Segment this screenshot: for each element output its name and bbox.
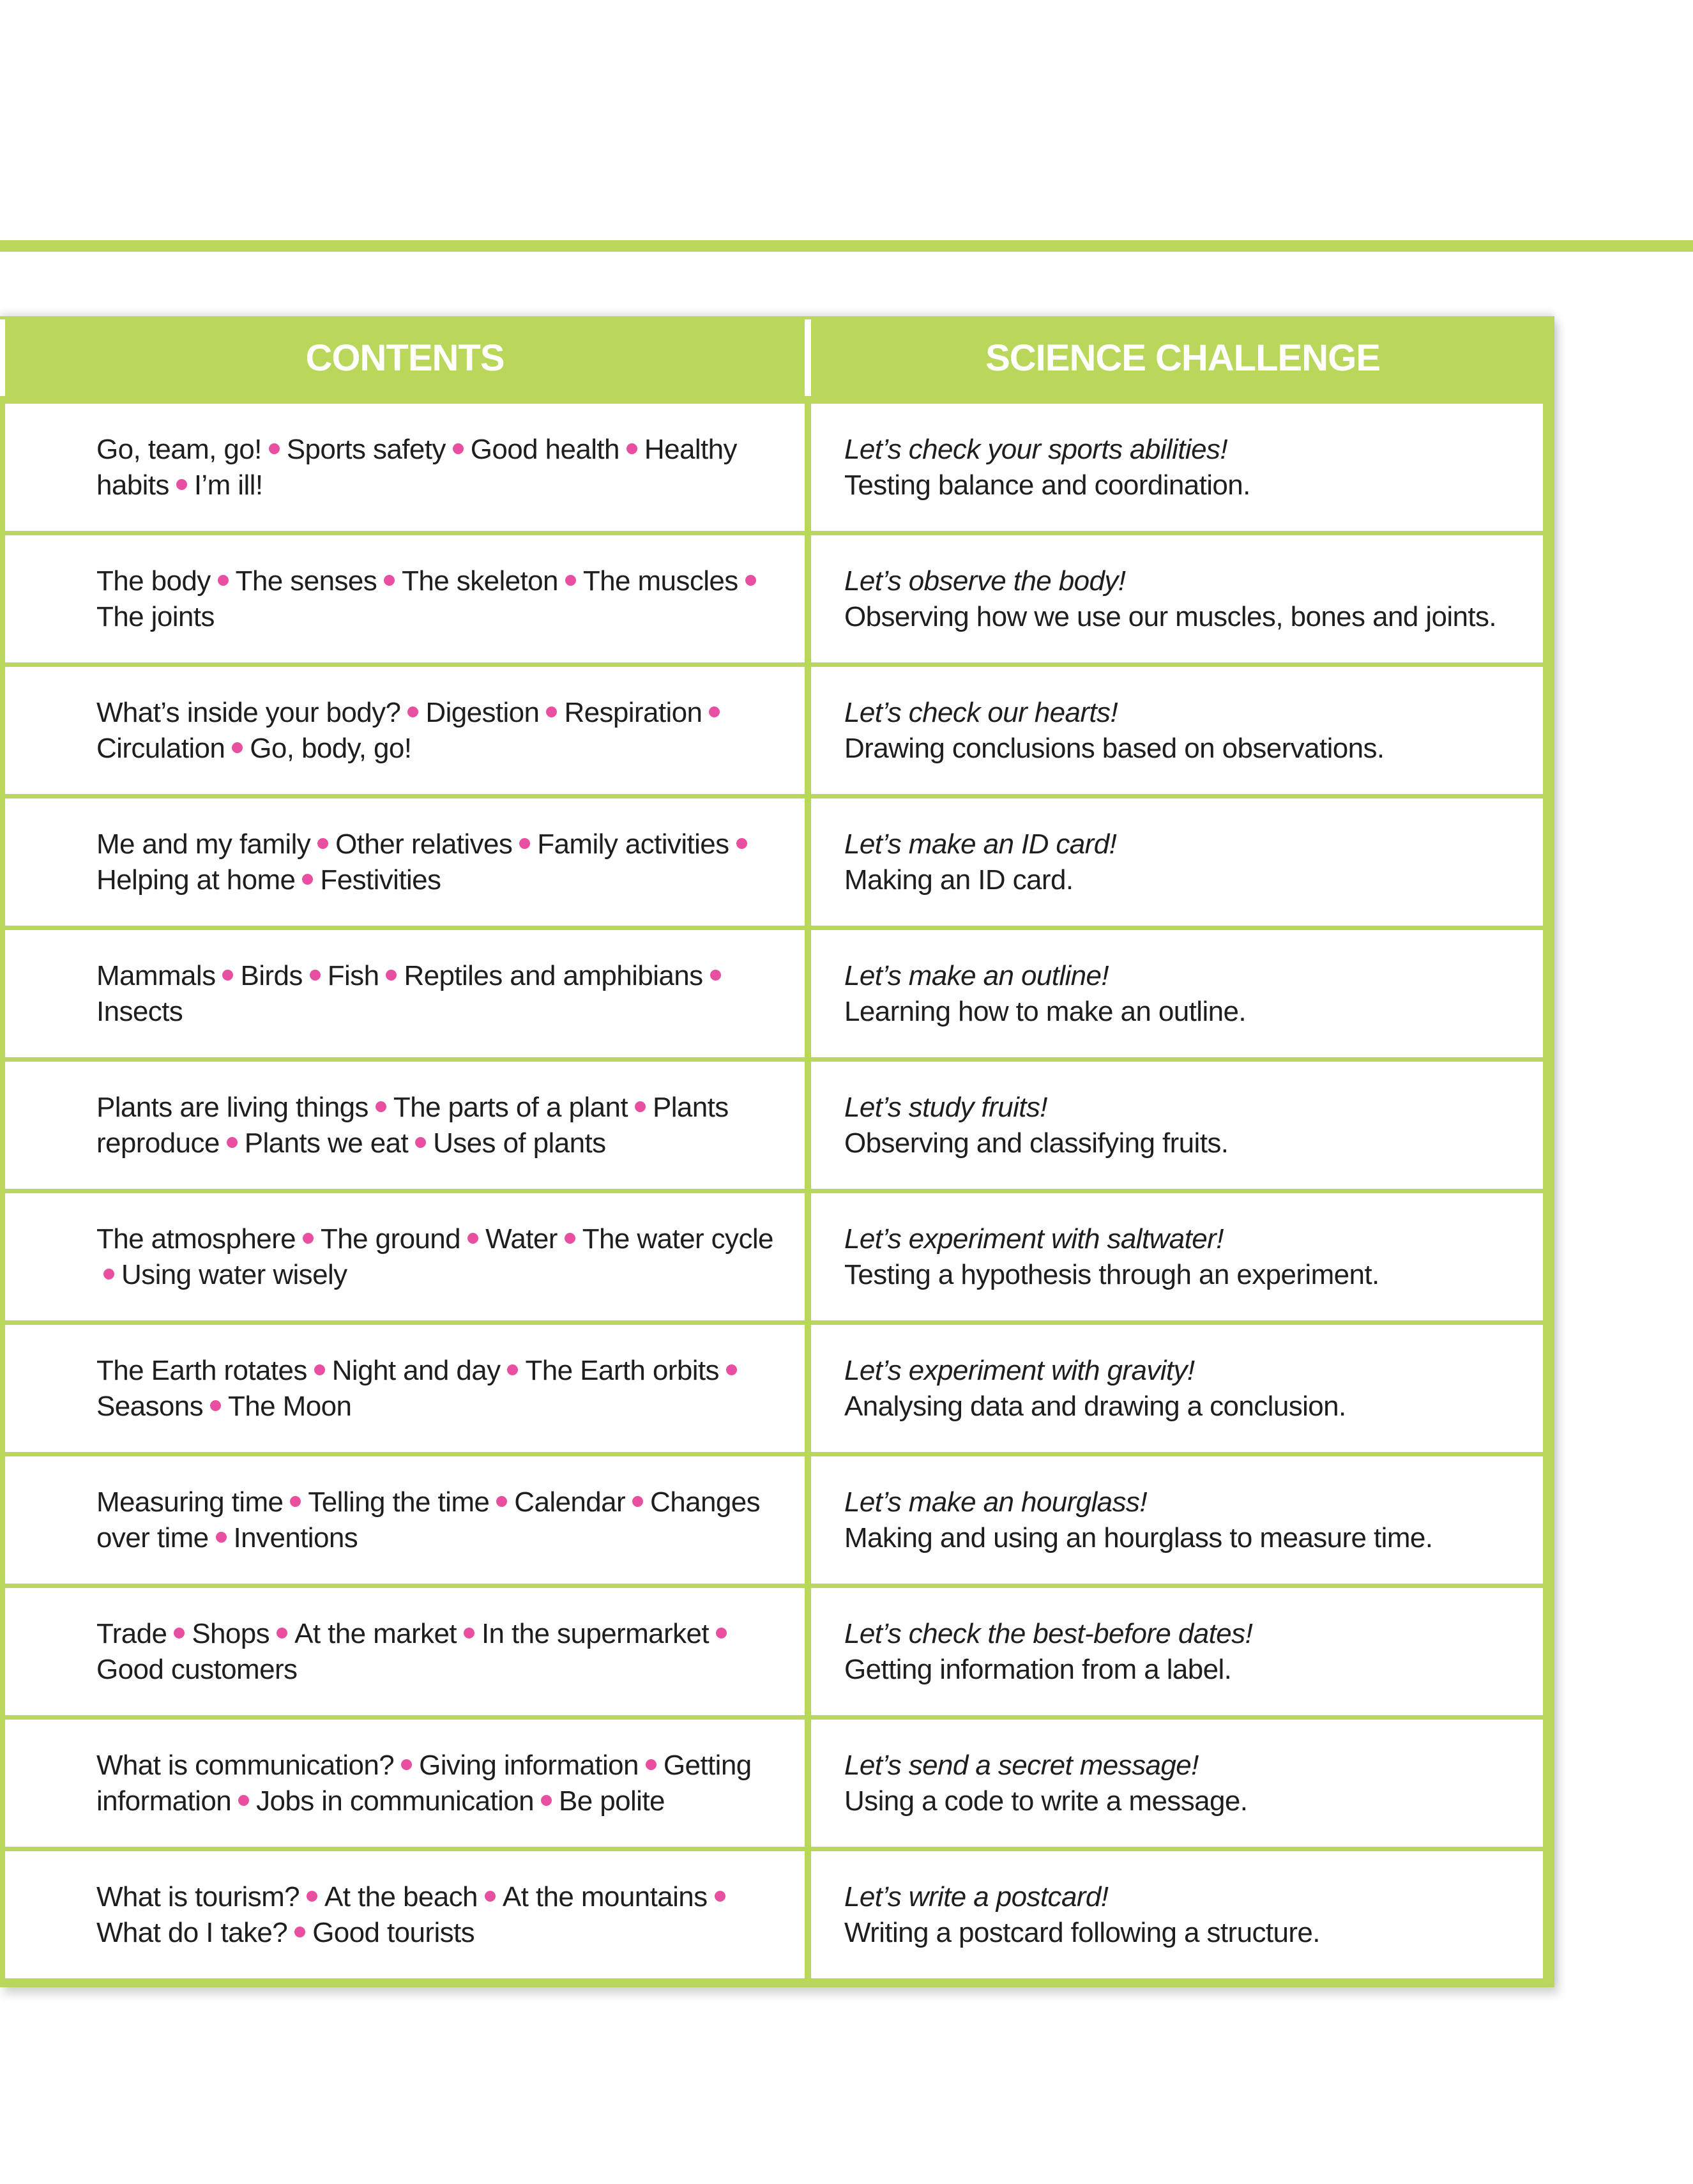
topic-label: Trade: [96, 1617, 167, 1649]
topic-label: The ground: [321, 1223, 461, 1255]
challenge-title: Let’s make an outline!: [844, 959, 1109, 991]
topic-label: What is communication?: [96, 1749, 395, 1781]
bullet-dot-icon: [407, 706, 418, 717]
contents-cell: [5, 1851, 805, 1978]
topic-label: The muscles: [582, 565, 738, 597]
topic-label: Fish: [327, 959, 379, 991]
contents-cell: [5, 535, 805, 662]
topic-label: Water: [485, 1223, 558, 1255]
topic-label: Circulation: [96, 732, 225, 764]
bullet-dot-icon: [216, 1532, 227, 1543]
bullet-dot-icon: [227, 1137, 238, 1148]
challenge-title: Let’s observe the body!: [844, 565, 1126, 597]
topic-label: Inventions: [233, 1522, 358, 1554]
topic-label: Jobs in communication: [256, 1785, 535, 1817]
topic-label: Healthy habits: [96, 433, 737, 501]
header-divider: [805, 319, 811, 396]
topic-label: What is tourism?: [96, 1881, 300, 1913]
challenge-description: Making and using an hourglass to measure time.: [844, 1522, 1433, 1554]
topic-label: Mammals: [96, 959, 216, 991]
topic-label: Go, body, go!: [250, 732, 412, 764]
challenge-description: Using a code to write a message.: [844, 1785, 1248, 1817]
contents-cell: [5, 930, 805, 1057]
bullet-dot-icon: [290, 1496, 301, 1507]
topic-label: Be polite: [559, 1785, 665, 1817]
topic-label: The atmosphere: [96, 1223, 296, 1255]
bullet-dot-icon: [210, 1400, 221, 1411]
contents-topics: [96, 1616, 792, 1688]
bullet-dot-icon: [467, 1233, 478, 1244]
topic-label: The body: [96, 565, 211, 597]
contents-cell: [5, 1720, 805, 1847]
topic-label: Using water wisely: [121, 1258, 347, 1290]
challenge-title: Let’s study fruits!: [844, 1091, 1047, 1123]
contents-topics: [96, 1879, 792, 1951]
table-row: [0, 1062, 1554, 1189]
science-challenge-cell: [811, 798, 1543, 926]
bullet-dot-icon: [565, 575, 576, 586]
topic-label: The senses: [235, 565, 377, 597]
science-challenge-cell: [811, 1456, 1543, 1584]
science-challenge-cell: [811, 667, 1543, 794]
challenge-description: Making an ID card.: [844, 864, 1074, 896]
bullet-dot-icon: [103, 1269, 114, 1279]
challenge-title: Let’s write a postcard!: [844, 1881, 1109, 1913]
topic-label: Plants reproduce: [96, 1091, 729, 1159]
science-challenge-cell: [811, 1588, 1543, 1715]
challenge-description: Observing how we use our muscles, bones and joints.: [844, 600, 1497, 632]
contents-cell: [5, 404, 805, 531]
topic-label: The joints: [96, 600, 215, 632]
topic-label: Telling the time: [308, 1486, 490, 1518]
top-divider-rule: [0, 240, 1693, 252]
bullet-dot-icon: [401, 1759, 412, 1770]
bullet-dot-icon: [646, 1759, 657, 1770]
bullet-dot-icon: [464, 1628, 474, 1638]
contents-topics: [96, 1748, 792, 1819]
bullet-dot-icon: [715, 1891, 725, 1902]
bullet-dot-icon: [269, 443, 280, 454]
table-row: [0, 1720, 1554, 1847]
topic-label: The Moon: [228, 1390, 352, 1422]
challenge-title: Let’s make an ID card!: [844, 828, 1117, 860]
contents-topics: [96, 958, 792, 1030]
bullet-dot-icon: [307, 1891, 317, 1902]
challenge-title: Let’s check your sports abilities!: [844, 433, 1227, 465]
challenge-description: Writing a postcard following a structure.: [844, 1916, 1320, 1948]
bullet-dot-icon: [384, 575, 395, 586]
table-row: [0, 1193, 1554, 1320]
table-row: [0, 1588, 1554, 1715]
bullet-dot-icon: [710, 970, 721, 981]
topic-label: Go, team, go!: [96, 433, 262, 465]
bullet-dot-icon: [716, 1628, 727, 1638]
bullet-dot-icon: [565, 1233, 575, 1244]
science-challenge-cell: [811, 1062, 1543, 1189]
challenge-description: Getting information from a label.: [844, 1653, 1232, 1685]
topic-label: I’m ill!: [194, 469, 263, 501]
challenge-title: Let’s make an hourglass!: [844, 1486, 1147, 1518]
topic-label: What do I take?: [96, 1916, 288, 1948]
bullet-dot-icon: [546, 706, 557, 717]
contents-topics: [96, 1221, 792, 1293]
topic-label: Good tourists: [312, 1916, 475, 1948]
contents-topics: [96, 563, 792, 635]
bullet-dot-icon: [176, 479, 187, 490]
challenge-title: Let’s send a secret message!: [844, 1749, 1199, 1781]
table-row: [0, 1456, 1554, 1584]
bullet-dot-icon: [314, 1364, 325, 1375]
bullet-dot-icon: [238, 1795, 249, 1806]
topic-label: Sports safety: [286, 433, 446, 465]
table-bottom-border: [0, 1978, 1554, 1987]
science-challenge-cell: [811, 535, 1543, 662]
bullet-dot-icon: [709, 706, 720, 717]
bullet-dot-icon: [507, 1364, 518, 1375]
topic-label: Plants are living things: [96, 1091, 368, 1123]
contents-cell: [5, 1588, 805, 1715]
contents-cell: [5, 1325, 805, 1452]
topic-label: Me and my family: [96, 828, 311, 860]
bullet-dot-icon: [632, 1496, 643, 1507]
contents-topics: [96, 1485, 792, 1556]
contents-topics: [96, 432, 792, 503]
topic-label: Getting information: [96, 1749, 752, 1817]
challenge-description: Observing and classifying fruits.: [844, 1127, 1229, 1159]
topic-label: Family activities: [537, 828, 729, 860]
contents-topics: [96, 827, 792, 898]
topic-label: At the market: [294, 1617, 457, 1649]
bullet-dot-icon: [317, 838, 328, 849]
bullet-dot-icon: [302, 874, 313, 885]
contents-table: [0, 316, 1554, 1987]
bullet-dot-icon: [635, 1101, 646, 1112]
table-header-row: [0, 316, 1554, 399]
challenge-title: Let’s experiment with gravity!: [844, 1354, 1195, 1386]
topic-label: At the mountains: [502, 1881, 708, 1913]
bullet-dot-icon: [415, 1137, 426, 1148]
topic-label: The parts of a plant: [393, 1091, 628, 1123]
contents-cell: [5, 1456, 805, 1584]
bullet-dot-icon: [277, 1628, 287, 1638]
challenge-description: Learning how to make an outline.: [844, 995, 1247, 1027]
bullet-dot-icon: [303, 1233, 314, 1244]
header-science-challenge: SCIENCE CHALLENGE: [985, 337, 1380, 379]
challenge-description: Testing a hypothesis through an experiment.: [844, 1258, 1379, 1290]
topic-label: Insects: [96, 995, 183, 1027]
bullet-dot-icon: [726, 1364, 737, 1375]
bullet-dot-icon: [310, 970, 321, 981]
topic-label: At the beach: [324, 1881, 478, 1913]
topic-label: Plants we eat: [244, 1127, 409, 1159]
topic-label: The Earth orbits: [525, 1354, 719, 1386]
science-challenge-cell: [811, 1851, 1543, 1978]
topic-label: The skeleton: [402, 565, 558, 597]
header-contents: CONTENTS: [0, 319, 805, 396]
topic-label: Reptiles and amphibians: [404, 959, 703, 991]
science-challenge-cell: [811, 1193, 1543, 1320]
table-row: [0, 667, 1554, 794]
bullet-dot-icon: [541, 1795, 552, 1806]
contents-cell: [5, 1193, 805, 1320]
table-row: [0, 930, 1554, 1057]
table-row: [0, 1325, 1554, 1452]
bullet-dot-icon: [386, 970, 397, 981]
topic-label: Night and day: [331, 1354, 501, 1386]
contents-topics: [96, 1090, 792, 1161]
bullet-dot-icon: [218, 575, 229, 586]
topic-label: The Earth rotates: [96, 1354, 307, 1386]
topic-label: Birds: [240, 959, 303, 991]
topic-label: The water cycle: [582, 1223, 773, 1255]
table-row: [0, 1851, 1554, 1978]
table-row: [0, 535, 1554, 662]
bullet-dot-icon: [294, 1927, 305, 1937]
topic-label: In the supermarket: [481, 1617, 709, 1649]
bullet-dot-icon: [232, 742, 243, 753]
bullet-dot-icon: [519, 838, 530, 849]
topic-label: Changes over time: [96, 1486, 760, 1554]
science-challenge-cell: [811, 1325, 1543, 1452]
contents-topics: [96, 1353, 792, 1424]
topic-label: Festivities: [320, 864, 441, 896]
topic-label: Shops: [192, 1617, 270, 1649]
bullet-dot-icon: [376, 1101, 386, 1112]
science-challenge-cell: [811, 1720, 1543, 1847]
topic-label: Good health: [470, 433, 619, 465]
topic-label: Giving information: [419, 1749, 639, 1781]
table-body: [0, 404, 1554, 1987]
topic-label: Respiration: [564, 696, 702, 728]
bullet-dot-icon: [222, 970, 233, 981]
bullet-dot-icon: [496, 1496, 507, 1507]
bullet-dot-icon: [626, 443, 637, 454]
bullet-dot-icon: [485, 1891, 496, 1902]
topic-label: Other relatives: [335, 828, 513, 860]
challenge-description: Drawing conclusions based on observations.: [844, 732, 1385, 764]
topic-label: Good customers: [96, 1653, 298, 1685]
science-challenge-cell: [811, 930, 1543, 1057]
science-challenge-cell: [811, 404, 1543, 531]
table-row: [0, 404, 1554, 531]
contents-topics: [96, 695, 792, 767]
contents-cell: [5, 1062, 805, 1189]
bullet-dot-icon: [453, 443, 464, 454]
topic-label: What’s inside your body?: [96, 696, 401, 728]
topic-label: Seasons: [96, 1390, 204, 1422]
topic-label: Uses of plants: [433, 1127, 606, 1159]
topic-label: Digestion: [425, 696, 540, 728]
bullet-dot-icon: [736, 838, 747, 849]
challenge-description: Testing balance and coordination.: [844, 469, 1250, 501]
bullet-dot-icon: [174, 1628, 185, 1638]
challenge-title: Let’s check the best-before dates!: [844, 1617, 1253, 1649]
contents-cell: [5, 667, 805, 794]
table-row: [0, 798, 1554, 926]
topic-label: Calendar: [514, 1486, 626, 1518]
challenge-title: Let’s check our hearts!: [844, 696, 1118, 728]
challenge-description: Analysing data and drawing a conclusion.: [844, 1390, 1346, 1422]
bullet-dot-icon: [745, 575, 756, 586]
challenge-title: Let’s experiment with saltwater!: [844, 1223, 1224, 1255]
topic-label: Helping at home: [96, 864, 296, 896]
topic-label: Measuring time: [96, 1486, 284, 1518]
contents-cell: [5, 798, 805, 926]
